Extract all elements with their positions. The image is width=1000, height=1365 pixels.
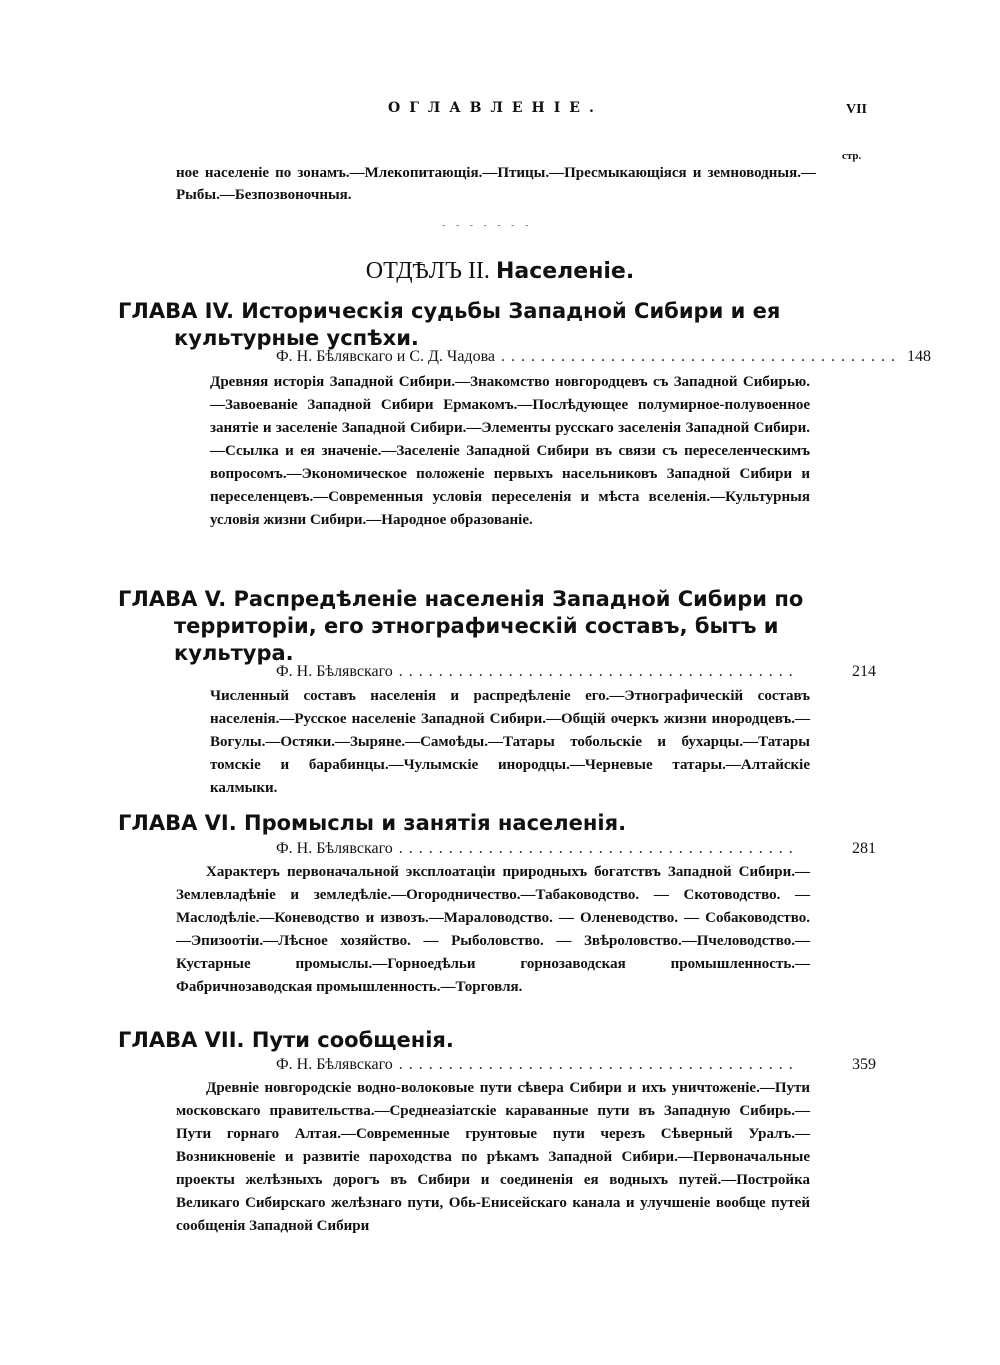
leader-dots: ........................................ xyxy=(398,840,799,857)
chapter-page: 281 xyxy=(852,840,876,857)
chapter-title-continued: культурные успѣхи. xyxy=(174,326,419,350)
chapter-heading xyxy=(118,586,828,667)
chapter-label: ГЛАВА IV. xyxy=(118,299,234,323)
chapter-authors: Ф. Н. Бѣлявскаго xyxy=(276,1056,393,1073)
section-title: Населеніе. xyxy=(495,259,635,284)
continued-summary: ное населеніе по зонамъ.—Млекопитающія.—Птицы.—Пресмыкающіяся и земноводныя.—Рыбы.—Безпозвоночныя. xyxy=(176,165,816,203)
chapter-label: ГЛАВА VI. xyxy=(118,811,237,835)
chapter-summary: Древніе новгородскіе водно-волоковые пути сѣвера Сибири и ихъ уничтоженіе.—Пути московскаго правительства.—Среднеазіатскіе караванные пути въ Западную Сибирь.—Пути горнаго Алтая.—Современные грунтовые пути черезъ Сѣверный Уралъ.—Возникновеніе и развитіе пароходства по рѣкамъ Западной Сибири.—Первоначальные проекты желѣзныхъ дорогъ въ Сибири и соединенія ея водныхъ путей.—Постройка Великаго Сибирскаго желѣзнаго пути, Обь-Енисейскаго канала и улучшеніе вообще путей сообщенія Западной Сибири xyxy=(176,1080,810,1234)
running-title: ОГЛАВЛЕНІЕ. xyxy=(388,100,603,116)
chapter-page: 148 xyxy=(907,348,932,365)
chapter-authors: Ф. Н. Бѣлявскаго xyxy=(276,840,393,857)
chapter-title-continued: территоріи, его этнографическій составъ, бытъ и культура. xyxy=(174,614,779,665)
chapter-summary: Характеръ первоначальной эксплоатаціи природныхъ богатствъ Западной Сибири.—Землевладѣніе и земледѣліе.—Огородничество.—Табаководство. — Скотоводство. — Маслодѣліе.—Коневодство и извозъ.—Мараловодство. — Оленеводство. — Собаководство.—Эпизоотіи.—Лѣсное хозяйство. — Рыболовство. — Звѣроловство.—Пчеловодство.—Кустарные промыслы.—Горноедѣльи горнозаводская промышленность.—Фабричнозаводская промышленность.—Торговля. xyxy=(176,864,810,995)
chapter-title: Промыслы и занятія населенія. xyxy=(244,811,627,835)
chapter-authors: Ф. Н. Бѣлявскаго xyxy=(276,663,393,680)
chapter-authors-row xyxy=(176,661,876,683)
chapter-title: Историческія судьбы Западной Сибири и ея xyxy=(241,299,781,323)
chapter-authors: Ф. Н. Бѣлявскаго и С. Д. Чадова xyxy=(276,348,496,365)
chapter-authors-row xyxy=(176,346,932,368)
chapter-summary: Численный составъ населенія и распредѣленіе его.—Этнографическій составъ населенія.—Русское населеніе Западной Сибири.—Общій очеркъ жизни инородцевъ.—Вогулы.—Остяки.—Зыряне.—Самоѣды.—Татары тобольскіе и бухарцы.—Татары томскіе и барабинцы.—Чулымскіе инородцы.—Черневые татары.—Алтайскіе калмыки. xyxy=(210,688,810,796)
chapter-title: Пути сообщенія. xyxy=(251,1028,454,1052)
divider: - - - - - - - xyxy=(442,220,533,231)
leader-dots: ........................................ xyxy=(398,663,799,680)
chapter-title: Распредѣленіе населенія Западной Сибири по xyxy=(233,587,804,611)
leader-dots: ........................................ xyxy=(501,348,902,365)
chapter-page: 359 xyxy=(852,1056,876,1073)
chapter-authors-row xyxy=(176,838,876,860)
chapter-label: ГЛАВА V. xyxy=(118,587,227,611)
page-number: VII xyxy=(846,102,868,117)
chapter-summary: Древняя исторія Западной Сибири.—Знакомство новгородцевъ съ Западной Сибирью.—Завоеваніе Западной Сибири Ермакомъ.—Послѣдующее полумирное-полувоенное занятіе и заселеніе Западной Сибири.—Элементы русскаго заселенія Западной Сибири.—Ссылка и ея значеніе.—Заселеніе Западной Сибири въ связи съ переселенческимъ вопросомъ.—Экономическое положеніе первыхъ насельниковъ Западной Сибири и переселенцевъ.—Современныя условія переселенія и мѣста вселенія.—Культурныя условія жизни Сибири.—Народное образованіе. xyxy=(210,374,810,528)
chapter-label: ГЛАВА VII. xyxy=(118,1028,245,1052)
page-column-label: стр. xyxy=(842,150,862,162)
leader-dots: ........................................ xyxy=(398,1056,799,1073)
chapter-heading xyxy=(118,810,828,837)
section-label: ОТДѢЛЪ II. xyxy=(365,258,490,284)
chapter-heading xyxy=(118,1027,828,1054)
section-heading xyxy=(0,258,1000,285)
chapter-authors-row xyxy=(176,1054,876,1076)
chapter-heading xyxy=(118,298,828,352)
chapter-page: 214 xyxy=(852,663,876,680)
